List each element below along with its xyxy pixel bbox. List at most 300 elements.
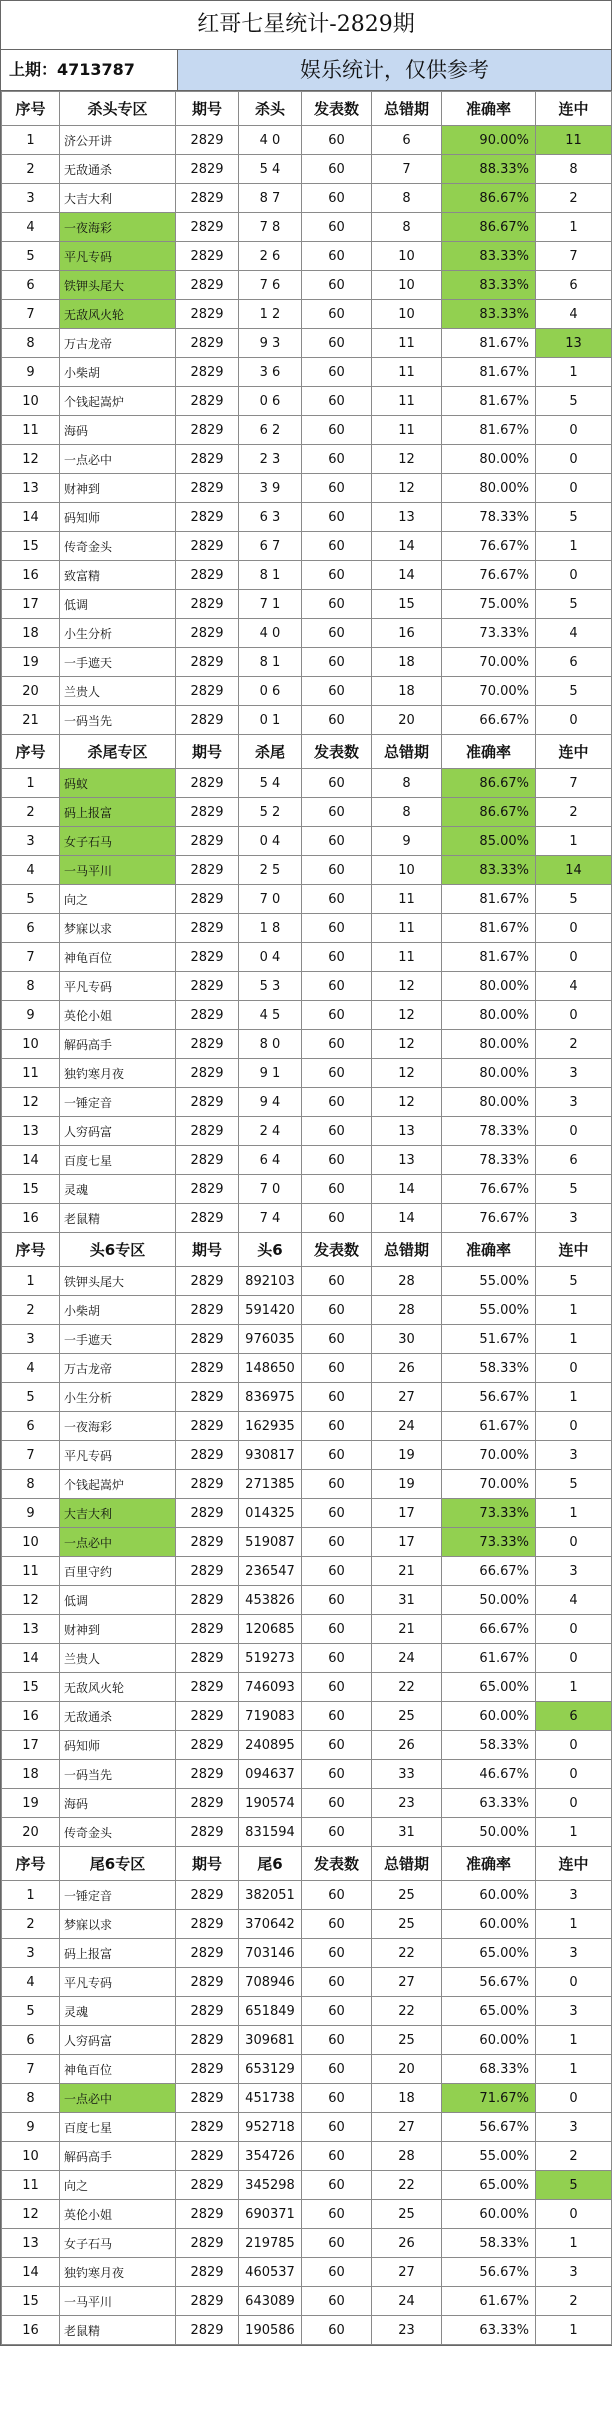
win-streak-cell: 6 <box>536 1146 612 1175</box>
column-header-issue-number: 期号 <box>176 1233 239 1267</box>
row-index-cell: 14 <box>2 2258 60 2287</box>
post-count-cell: 60 <box>302 1881 372 1910</box>
total-misses-cell: 19 <box>372 1470 442 1499</box>
row-index-cell: 6 <box>2 2026 60 2055</box>
win-streak-cell: 1 <box>536 2055 612 2084</box>
issue-number-cell: 2829 <box>176 2316 239 2345</box>
accuracy-cell: 73.33% <box>442 1528 536 1557</box>
win-streak-cell: 0 <box>536 1789 612 1818</box>
post-count-cell: 60 <box>302 561 372 590</box>
issue-number-cell: 2829 <box>176 1441 239 1470</box>
issue-number-cell: 2829 <box>176 1204 239 1233</box>
column-header-accuracy: 准确率 <box>442 92 536 126</box>
column-header-row-index: 序号 <box>2 92 60 126</box>
row-index-cell: 4 <box>2 1354 60 1383</box>
prediction-cell: 271385 <box>239 1470 302 1499</box>
issue-number-cell: 2829 <box>176 445 239 474</box>
post-count-cell: 60 <box>302 2171 372 2200</box>
accuracy-cell: 76.67% <box>442 1204 536 1233</box>
row-index-cell: 11 <box>2 1059 60 1088</box>
section-header-row <box>2 92 612 126</box>
post-count-cell: 60 <box>302 2084 372 2113</box>
table-row <box>2 2200 612 2229</box>
table-row <box>2 1030 612 1059</box>
total-misses-cell: 17 <box>372 1528 442 1557</box>
prediction-cell: 148650 <box>239 1354 302 1383</box>
table-row <box>2 387 612 416</box>
post-count-cell: 60 <box>302 2113 372 2142</box>
total-misses-cell: 25 <box>372 2026 442 2055</box>
row-index-cell: 17 <box>2 1731 60 1760</box>
issue-number-cell: 2829 <box>176 1673 239 1702</box>
prediction-cell: 0 4 <box>239 943 302 972</box>
win-streak-cell: 5 <box>536 2171 612 2200</box>
accuracy-cell: 78.33% <box>442 503 536 532</box>
prediction-cell: 6 7 <box>239 532 302 561</box>
total-misses-cell: 14 <box>372 561 442 590</box>
row-index-cell: 10 <box>2 1030 60 1059</box>
column-header-expert-name: 杀头专区 <box>60 92 176 126</box>
total-misses-cell: 8 <box>372 798 442 827</box>
accuracy-cell: 65.00% <box>442 1997 536 2026</box>
total-misses-cell: 27 <box>372 2113 442 2142</box>
expert-name-cell: 一夜海彩 <box>60 1412 176 1441</box>
row-index-cell: 16 <box>2 2316 60 2345</box>
post-count-cell: 60 <box>302 1204 372 1233</box>
expert-name-cell: 兰贵人 <box>60 1644 176 1673</box>
prediction-cell: 746093 <box>239 1673 302 1702</box>
accuracy-cell: 61.67% <box>442 1412 536 1441</box>
post-count-cell: 60 <box>302 1001 372 1030</box>
post-count-cell: 60 <box>302 1146 372 1175</box>
accuracy-cell: 78.33% <box>442 1117 536 1146</box>
table-row <box>2 532 612 561</box>
total-misses-cell: 21 <box>372 1615 442 1644</box>
total-misses-cell: 14 <box>372 1204 442 1233</box>
issue-number-cell: 2829 <box>176 1001 239 1030</box>
prediction-cell: 930817 <box>239 1441 302 1470</box>
prediction-cell: 519087 <box>239 1528 302 1557</box>
total-misses-cell: 28 <box>372 1296 442 1325</box>
prediction-cell: 460537 <box>239 2258 302 2287</box>
total-misses-cell: 33 <box>372 1760 442 1789</box>
expert-name-cell: 独钓寒月夜 <box>60 1059 176 1088</box>
row-index-cell: 11 <box>2 2171 60 2200</box>
expert-name-cell: 平凡专码 <box>60 972 176 1001</box>
prediction-cell: 4 0 <box>239 619 302 648</box>
post-count-cell: 60 <box>302 1470 372 1499</box>
expert-name-cell: 致富精 <box>60 561 176 590</box>
prediction-cell: 162935 <box>239 1412 302 1441</box>
issue-number-cell: 2829 <box>176 242 239 271</box>
accuracy-cell: 73.33% <box>442 619 536 648</box>
column-header-total-misses: 总错期 <box>372 92 442 126</box>
issue-number-cell: 2829 <box>176 1939 239 1968</box>
row-index-cell: 16 <box>2 1702 60 1731</box>
row-index-cell: 8 <box>2 1470 60 1499</box>
issue-number-cell: 2829 <box>176 2287 239 2316</box>
row-index-cell: 8 <box>2 2084 60 2113</box>
post-count-cell: 60 <box>302 856 372 885</box>
prediction-cell: 703146 <box>239 1939 302 1968</box>
win-streak-cell: 0 <box>536 914 612 943</box>
issue-number-cell: 2829 <box>176 1881 239 1910</box>
expert-name-cell: 低调 <box>60 590 176 619</box>
accuracy-cell: 78.33% <box>442 1146 536 1175</box>
post-count-cell: 60 <box>302 769 372 798</box>
post-count-cell: 60 <box>302 619 372 648</box>
win-streak-cell: 3 <box>536 1997 612 2026</box>
win-streak-cell: 5 <box>536 1470 612 1499</box>
accuracy-cell: 46.67% <box>442 1760 536 1789</box>
table-row <box>2 1001 612 1030</box>
table-row <box>2 1117 612 1146</box>
prediction-cell: 9 3 <box>239 329 302 358</box>
row-index-cell: 4 <box>2 856 60 885</box>
row-index-cell: 2 <box>2 798 60 827</box>
row-index-cell: 4 <box>2 1968 60 1997</box>
post-count-cell: 60 <box>302 416 372 445</box>
prediction-cell: 8 7 <box>239 184 302 213</box>
expert-name-cell: 向之 <box>60 2171 176 2200</box>
table-row <box>2 1997 612 2026</box>
table-row <box>2 2287 612 2316</box>
win-streak-cell: 5 <box>536 885 612 914</box>
table-row <box>2 1557 612 1586</box>
accuracy-cell: 86.67% <box>442 213 536 242</box>
row-index-cell: 8 <box>2 329 60 358</box>
prediction-cell: 952718 <box>239 2113 302 2142</box>
column-header-win-streak: 连中 <box>536 1233 612 1267</box>
win-streak-cell: 0 <box>536 2084 612 2113</box>
prediction-cell: 3 6 <box>239 358 302 387</box>
accuracy-cell: 76.67% <box>442 532 536 561</box>
row-index-cell: 7 <box>2 2055 60 2084</box>
prediction-cell: 2 5 <box>239 856 302 885</box>
accuracy-cell: 80.00% <box>442 445 536 474</box>
table-row <box>2 798 612 827</box>
row-index-cell: 14 <box>2 1644 60 1673</box>
post-count-cell: 60 <box>302 1910 372 1939</box>
post-count-cell: 60 <box>302 1325 372 1354</box>
win-streak-cell: 5 <box>536 677 612 706</box>
win-streak-cell: 1 <box>536 358 612 387</box>
total-misses-cell: 18 <box>372 2084 442 2113</box>
win-streak-cell: 6 <box>536 1702 612 1731</box>
win-streak-cell: 0 <box>536 1412 612 1441</box>
win-streak-cell: 0 <box>536 943 612 972</box>
post-count-cell: 60 <box>302 677 372 706</box>
total-misses-cell: 10 <box>372 300 442 329</box>
total-misses-cell: 10 <box>372 271 442 300</box>
accuracy-cell: 65.00% <box>442 1673 536 1702</box>
issue-number-cell: 2829 <box>176 155 239 184</box>
table-row <box>2 1059 612 1088</box>
issue-number-cell: 2829 <box>176 184 239 213</box>
row-index-cell: 15 <box>2 2287 60 2316</box>
column-header-accuracy: 准确率 <box>442 1847 536 1881</box>
win-streak-cell: 3 <box>536 2113 612 2142</box>
accuracy-cell: 86.67% <box>442 769 536 798</box>
total-misses-cell: 28 <box>372 1267 442 1296</box>
accuracy-cell: 70.00% <box>442 1470 536 1499</box>
issue-number-cell: 2829 <box>176 1175 239 1204</box>
column-header-win-streak: 连中 <box>536 92 612 126</box>
total-misses-cell: 26 <box>372 1731 442 1760</box>
post-count-cell: 60 <box>302 1267 372 1296</box>
post-count-cell: 60 <box>302 2316 372 2345</box>
row-index-cell: 2 <box>2 1910 60 1939</box>
accuracy-cell: 58.33% <box>442 1731 536 1760</box>
total-misses-cell: 13 <box>372 1117 442 1146</box>
expert-name-cell: 财神到 <box>60 474 176 503</box>
issue-number-cell: 2829 <box>176 474 239 503</box>
table-row <box>2 1383 612 1412</box>
issue-number-cell: 2829 <box>176 2229 239 2258</box>
row-index-cell: 14 <box>2 1146 60 1175</box>
post-count-cell: 60 <box>302 329 372 358</box>
column-header-post-count: 发表数 <box>302 92 372 126</box>
accuracy-cell: 81.67% <box>442 358 536 387</box>
issue-number-cell: 2829 <box>176 619 239 648</box>
issue-number-cell: 2829 <box>176 2113 239 2142</box>
accuracy-cell: 50.00% <box>442 1818 536 1847</box>
issue-number-cell: 2829 <box>176 1383 239 1412</box>
row-index-cell: 6 <box>2 914 60 943</box>
row-index-cell: 5 <box>2 242 60 271</box>
row-index-cell: 17 <box>2 590 60 619</box>
table-row <box>2 972 612 1001</box>
prediction-cell: 2 6 <box>239 242 302 271</box>
post-count-cell: 60 <box>302 2142 372 2171</box>
expert-name-cell: 小生分析 <box>60 619 176 648</box>
accuracy-cell: 70.00% <box>442 677 536 706</box>
expert-name-cell: 铁钾头尾大 <box>60 1267 176 1296</box>
post-count-cell: 60 <box>302 2026 372 2055</box>
section-header-row <box>2 1233 612 1267</box>
total-misses-cell: 22 <box>372 1997 442 2026</box>
accuracy-cell: 71.67% <box>442 2084 536 2113</box>
total-misses-cell: 17 <box>372 1499 442 1528</box>
win-streak-cell: 1 <box>536 532 612 561</box>
post-count-cell: 60 <box>302 1731 372 1760</box>
accuracy-cell: 88.33% <box>442 155 536 184</box>
row-index-cell: 16 <box>2 1204 60 1233</box>
issue-number-cell: 2829 <box>176 416 239 445</box>
post-count-cell: 60 <box>302 1383 372 1412</box>
post-count-cell: 60 <box>302 271 372 300</box>
prediction-cell: 1 8 <box>239 914 302 943</box>
prediction-cell: 519273 <box>239 1644 302 1673</box>
prediction-cell: 1 2 <box>239 300 302 329</box>
win-streak-cell: 3 <box>536 1059 612 1088</box>
issue-number-cell: 2829 <box>176 532 239 561</box>
table-row <box>2 1881 612 1910</box>
issue-number-cell: 2829 <box>176 2171 239 2200</box>
win-streak-cell: 1 <box>536 1383 612 1412</box>
win-streak-cell: 0 <box>536 1760 612 1789</box>
row-index-cell: 3 <box>2 1939 60 1968</box>
accuracy-cell: 66.67% <box>442 1615 536 1644</box>
issue-number-cell: 2829 <box>176 1059 239 1088</box>
table-row <box>2 1760 612 1789</box>
table-row <box>2 213 612 242</box>
table-row <box>2 445 612 474</box>
prediction-cell: 9 4 <box>239 1088 302 1117</box>
expert-name-cell: 英伦小姐 <box>60 1001 176 1030</box>
post-count-cell: 60 <box>302 1760 372 1789</box>
row-index-cell: 6 <box>2 1412 60 1441</box>
issue-number-cell: 2829 <box>176 914 239 943</box>
expert-name-cell: 一手遮天 <box>60 648 176 677</box>
issue-number-cell: 2829 <box>176 1325 239 1354</box>
total-misses-cell: 10 <box>372 856 442 885</box>
total-misses-cell: 31 <box>372 1818 442 1847</box>
expert-name-cell: 灵魂 <box>60 1175 176 1204</box>
accuracy-cell: 76.67% <box>442 561 536 590</box>
prediction-cell: 190574 <box>239 1789 302 1818</box>
accuracy-cell: 81.67% <box>442 943 536 972</box>
post-count-cell: 60 <box>302 1499 372 1528</box>
accuracy-cell: 83.33% <box>442 242 536 271</box>
post-count-cell: 60 <box>302 1586 372 1615</box>
prediction-cell: 5 3 <box>239 972 302 1001</box>
post-count-cell: 60 <box>302 1175 372 1204</box>
expert-name-cell: 解码高手 <box>60 1030 176 1059</box>
table-row <box>2 1470 612 1499</box>
column-header-total-misses: 总错期 <box>372 1847 442 1881</box>
issue-number-cell: 2829 <box>176 1644 239 1673</box>
column-header-post-count: 发表数 <box>302 1847 372 1881</box>
section-header-row <box>2 735 612 769</box>
issue-number-cell: 2829 <box>176 677 239 706</box>
accuracy-cell: 60.00% <box>442 2200 536 2229</box>
row-index-cell: 7 <box>2 300 60 329</box>
expert-name-cell: 一马平川 <box>60 856 176 885</box>
issue-number-cell: 2829 <box>176 1968 239 1997</box>
expert-name-cell: 万古龙帝 <box>60 329 176 358</box>
post-count-cell: 60 <box>302 1615 372 1644</box>
prediction-cell: 7 8 <box>239 213 302 242</box>
row-index-cell: 2 <box>2 1296 60 1325</box>
expert-name-cell: 无敌风火轮 <box>60 1673 176 1702</box>
post-count-cell: 60 <box>302 155 372 184</box>
total-misses-cell: 11 <box>372 358 442 387</box>
row-index-cell: 11 <box>2 1557 60 1586</box>
table-row <box>2 561 612 590</box>
post-count-cell: 60 <box>302 943 372 972</box>
prediction-cell: 836975 <box>239 1383 302 1412</box>
win-streak-cell: 5 <box>536 503 612 532</box>
prediction-cell: 6 4 <box>239 1146 302 1175</box>
expert-name-cell: 女子石马 <box>60 827 176 856</box>
issue-number-cell: 2829 <box>176 1088 239 1117</box>
table-row <box>2 300 612 329</box>
accuracy-cell: 56.67% <box>442 2258 536 2287</box>
expert-name-cell: 百度七星 <box>60 1146 176 1175</box>
total-misses-cell: 8 <box>372 769 442 798</box>
prediction-cell: 014325 <box>239 1499 302 1528</box>
info-bar <box>1 50 611 91</box>
table-row <box>2 1586 612 1615</box>
prediction-cell: 651849 <box>239 1997 302 2026</box>
row-index-cell: 9 <box>2 1499 60 1528</box>
post-count-cell: 60 <box>302 1441 372 1470</box>
win-streak-cell: 1 <box>536 2026 612 2055</box>
post-count-cell: 60 <box>302 972 372 1001</box>
post-count-cell: 60 <box>302 503 372 532</box>
post-count-cell: 60 <box>302 2200 372 2229</box>
column-header-expert-name: 杀尾专区 <box>60 735 176 769</box>
issue-number-cell: 2829 <box>176 561 239 590</box>
accuracy-cell: 81.67% <box>442 387 536 416</box>
table-row <box>2 1354 612 1383</box>
total-misses-cell: 8 <box>372 184 442 213</box>
post-count-cell: 60 <box>302 798 372 827</box>
post-count-cell: 60 <box>302 2229 372 2258</box>
win-streak-cell: 3 <box>536 1939 612 1968</box>
post-count-cell: 60 <box>302 590 372 619</box>
post-count-cell: 60 <box>302 1702 372 1731</box>
stats-table <box>1 91 612 2345</box>
total-misses-cell: 27 <box>372 1968 442 1997</box>
expert-name-cell: 一手遮天 <box>60 1325 176 1354</box>
prediction-cell: 451738 <box>239 2084 302 2113</box>
accuracy-cell: 68.33% <box>442 2055 536 2084</box>
expert-name-cell: 码蚁 <box>60 769 176 798</box>
win-streak-cell: 5 <box>536 1175 612 1204</box>
issue-number-cell: 2829 <box>176 2200 239 2229</box>
column-header-prediction: 杀头 <box>239 92 302 126</box>
table-row <box>2 648 612 677</box>
prediction-cell: 708946 <box>239 1968 302 1997</box>
total-misses-cell: 30 <box>372 1325 442 1354</box>
expert-name-cell: 平凡专码 <box>60 1968 176 1997</box>
prediction-cell: 7 1 <box>239 590 302 619</box>
prediction-cell: 9 1 <box>239 1059 302 1088</box>
row-index-cell: 5 <box>2 1997 60 2026</box>
table-row <box>2 155 612 184</box>
table-row <box>2 2142 612 2171</box>
prediction-cell: 5 4 <box>239 769 302 798</box>
issue-number-cell: 2829 <box>176 1354 239 1383</box>
prediction-cell: 831594 <box>239 1818 302 1847</box>
table-row <box>2 1088 612 1117</box>
row-index-cell: 13 <box>2 1615 60 1644</box>
win-streak-cell: 4 <box>536 1586 612 1615</box>
prediction-cell: 8 0 <box>239 1030 302 1059</box>
win-streak-cell: 0 <box>536 1644 612 1673</box>
row-index-cell: 1 <box>2 1267 60 1296</box>
table-row <box>2 2258 612 2287</box>
column-header-issue-number: 期号 <box>176 92 239 126</box>
accuracy-cell: 81.67% <box>442 416 536 445</box>
row-index-cell: 3 <box>2 827 60 856</box>
row-index-cell: 12 <box>2 445 60 474</box>
win-streak-cell: 6 <box>536 648 612 677</box>
table-row <box>2 358 612 387</box>
issue-number-cell: 2829 <box>176 503 239 532</box>
total-misses-cell: 18 <box>372 648 442 677</box>
column-header-prediction: 尾6 <box>239 1847 302 1881</box>
issue-number-cell: 2829 <box>176 2084 239 2113</box>
table-row <box>2 1910 612 1939</box>
win-streak-cell: 0 <box>536 416 612 445</box>
table-row <box>2 2084 612 2113</box>
issue-number-cell: 2829 <box>176 1528 239 1557</box>
table-row <box>2 1146 612 1175</box>
expert-name-cell: 人穷码富 <box>60 2026 176 2055</box>
